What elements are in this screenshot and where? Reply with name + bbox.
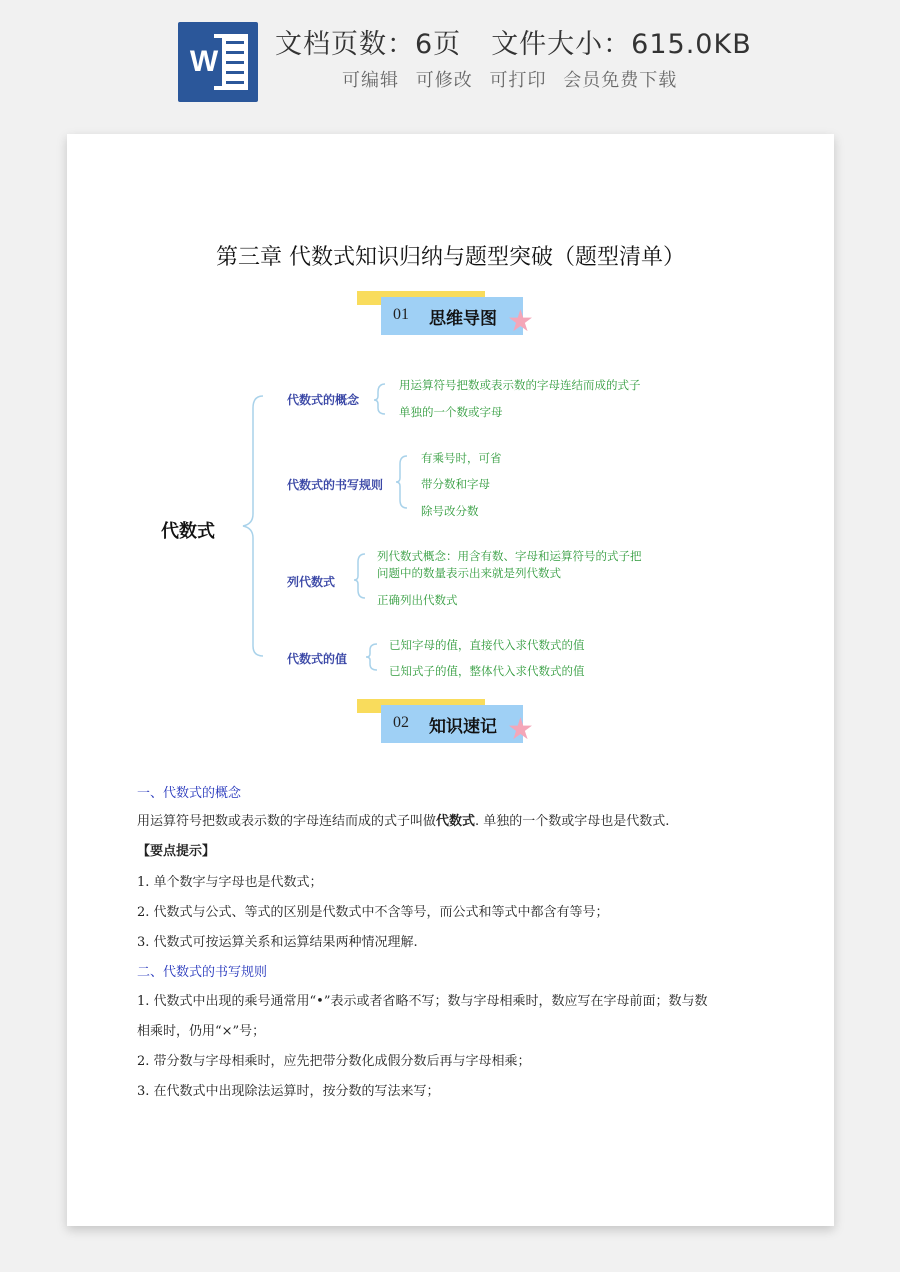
mindmap-leaf: 单独的一个数或字母 bbox=[399, 405, 503, 419]
mindmap-branch-value: 代数式的值 bbox=[287, 652, 348, 666]
feature-editable: 可编辑 bbox=[342, 70, 399, 91]
feature-modifiable: 可修改 bbox=[415, 70, 473, 91]
rule-item: 2. 带分数与字母相乘时，应先把带分数化成假分数后再与字母相乘； bbox=[137, 1054, 531, 1069]
mindmap-leaf: 带分数和字母 bbox=[421, 477, 490, 491]
mindmap-root: 代数式 bbox=[161, 521, 215, 542]
download-banner bbox=[0, 0, 900, 120]
page-title: 第三章 代数式知识归纳与题型突破（题型清单） bbox=[216, 245, 685, 270]
text: . 单独的一个数或字母也是代数式. bbox=[475, 814, 670, 829]
text: 用运算符号把数或表示数的字母连结而成的式子叫做 bbox=[137, 814, 437, 829]
mindmap-leaf: 列代数式概念：用含有数、字母和运算符号的式子把 bbox=[377, 549, 642, 563]
file-size: 文件大小：615.0KB bbox=[491, 29, 752, 60]
mind-map bbox=[67, 364, 834, 694]
section-label: 知识速记 bbox=[429, 717, 497, 737]
mindmap-branch-writing-rules: 代数式的书写规则 bbox=[287, 478, 384, 492]
mindmap-leaf: 问题中的数量表示出来就是列代数式 bbox=[377, 566, 561, 580]
section-badge-mindmap bbox=[357, 291, 534, 343]
feature-list bbox=[342, 66, 677, 92]
star-icon: ★ bbox=[507, 304, 534, 339]
mindmap-leaf: 除号改分数 bbox=[421, 504, 479, 518]
feature-printable: 可打印 bbox=[489, 70, 547, 91]
heading-concept: 一、代数式的概念 bbox=[137, 786, 242, 801]
mindmap-leaf: 用运算符号把数或表示数的字母连结而成的式子 bbox=[399, 378, 641, 392]
page-count: 文档页数：6页 bbox=[275, 29, 462, 60]
section-number: 01 bbox=[393, 306, 409, 323]
tip-item: 1. 单个数字与字母也是代数式； bbox=[137, 875, 323, 890]
section-number: 02 bbox=[393, 714, 409, 731]
heading-writing-rules: 二、代数式的书写规则 bbox=[137, 965, 268, 980]
section-label: 思维导图 bbox=[429, 309, 497, 329]
rule-item: 1. 代数式中出现的乘号通常用“•”表示或者省略不写；数与字母相乘时，数应写在字母前面；数与数 bbox=[137, 994, 708, 1009]
mindmap-leaf: 已知字母的值，直接代入求代数式的值 bbox=[389, 638, 585, 652]
mindmap-branch-forming: 列代数式 bbox=[287, 575, 336, 589]
word-doc-icon: W bbox=[178, 22, 258, 102]
mindmap-leaf: 有乘号时，可省 bbox=[421, 451, 502, 465]
mindmap-leaf: 正确列出代数式 bbox=[377, 593, 458, 607]
section-badge-knowledge bbox=[357, 699, 534, 751]
bold-term: 代数式 bbox=[436, 814, 476, 829]
tip-heading: 【要点提示】 bbox=[137, 844, 216, 859]
mindmap-leaf: 已知式子的值，整体代入求代数式的值 bbox=[389, 664, 585, 678]
document-page bbox=[67, 134, 834, 1226]
file-info bbox=[275, 22, 752, 61]
rule-item: 3. 在代数式中出现除法运算时，按分数的写法来写； bbox=[137, 1084, 440, 1099]
rule-item-continued: 相乘时，仍用“×”号； bbox=[137, 1024, 266, 1039]
tip-item: 3. 代数式可按运算关系和运算结果两种情况理解. bbox=[137, 935, 418, 950]
mindmap-branch-concept: 代数式的概念 bbox=[287, 393, 360, 407]
paragraph-definition bbox=[137, 810, 669, 829]
tip-item: 2. 代数式与公式、等式的区别是代数式中不含等号，而公式和等式中都含有等号； bbox=[137, 905, 609, 920]
star-icon: ★ bbox=[507, 712, 534, 747]
feature-member-download: 会员免费下载 bbox=[563, 70, 678, 91]
